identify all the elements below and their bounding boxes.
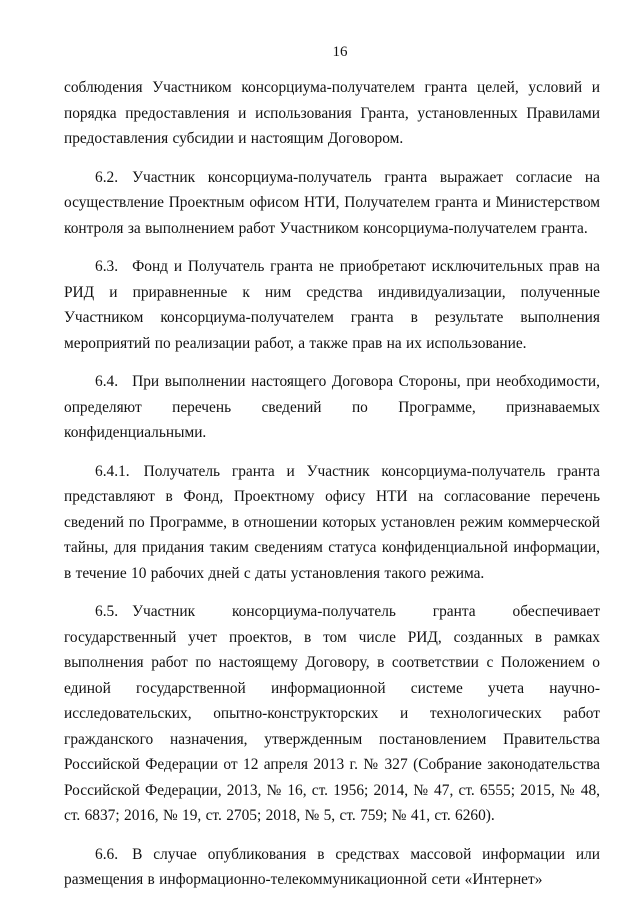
paragraph-number: 6.5. xyxy=(95,603,119,620)
paragraph-text: В случае опубликования в средствах массовой информации или размещения в информационно-телекоммуникационной сети «Интернет» xyxy=(64,845,600,888)
paragraph-number: 6.4. xyxy=(95,373,119,390)
paragraph-text: Участник консорциума-получатель гранта выражает согласие на осуществление Проектным офисом НТИ, Получателем гранта и Министерством контроля за выполнением работ Участником консорциума-получателем гранта. xyxy=(64,168,600,237)
paragraph-text: соблюдения Участником консорциума-получателем гранта целей, условий и порядка предоставления и использования Гранта, установленных Правилами предоставления субсидии и настоящим Договором. xyxy=(64,79,600,147)
paragraph-number: 6.3. xyxy=(95,258,119,275)
paragraph-text: Участник консорциума-получатель гранта обеспечивает государственный учет проектов, в том числе РИД, созданных в рамках выполнения работ по настоящему Договору, в соответствии с Положением о единой государственной информационной системе учета научно-исследовательских, опытно-конструкторских и технологических работ гражданского назначения, утвержденным постановлением Правительства Российской Федерации от 12 апреля 2013 г. № 327 (Собрание законодательства Российской Федерации, 2013, № 16, ст. 1956; 2014, № 47, ст. 6555; 2015, № 48, ст. 6837; 2016, № 19, ст. 2705; 2018, № 5, ст. 759; № 41, ст. 6260). xyxy=(64,603,600,824)
paragraph-number: 6.2. xyxy=(95,168,119,186)
paragraph-text: Фонд и Получатель гранта не приобретают исключительных прав на РИД и приравненные к ним средства индивидуализации, полученные Участником консорциума-получателем гранта в результате выполнения мероприятий по реализации работ, а также прав на их использование. xyxy=(64,258,600,352)
paragraph-number: 6.6. xyxy=(95,845,119,863)
paragraph-6-5 xyxy=(64,599,600,829)
paragraph-6-4 xyxy=(64,369,600,446)
paragraph-text: Получатель гранта и Участник консорциума-получатель гранта представляют в Фонд, Проектному офису НТИ на согласование перечень сведений по Программе, в отношении которых установлен режим коммерческой тайны, для придания таким сведениям статуса конфиденциальной информации, в течение 10 рабочих дней с даты установления такого режима. xyxy=(64,462,600,582)
paragraph-text: При выполнении настоящего Договора Стороны, при необходимости, определяют перечень сведений по Программе, признаваемых конфиденциальными. xyxy=(64,373,600,441)
paragraph-continuation xyxy=(64,75,600,152)
page-number: 16 xyxy=(332,44,348,60)
paragraph-6-6 xyxy=(64,842,600,893)
paragraph-6-4-1 xyxy=(64,459,600,587)
paragraph-6-3 xyxy=(64,254,600,356)
paragraph-number: 6.4.1. xyxy=(95,462,130,480)
paragraph-6-2 xyxy=(64,165,600,242)
